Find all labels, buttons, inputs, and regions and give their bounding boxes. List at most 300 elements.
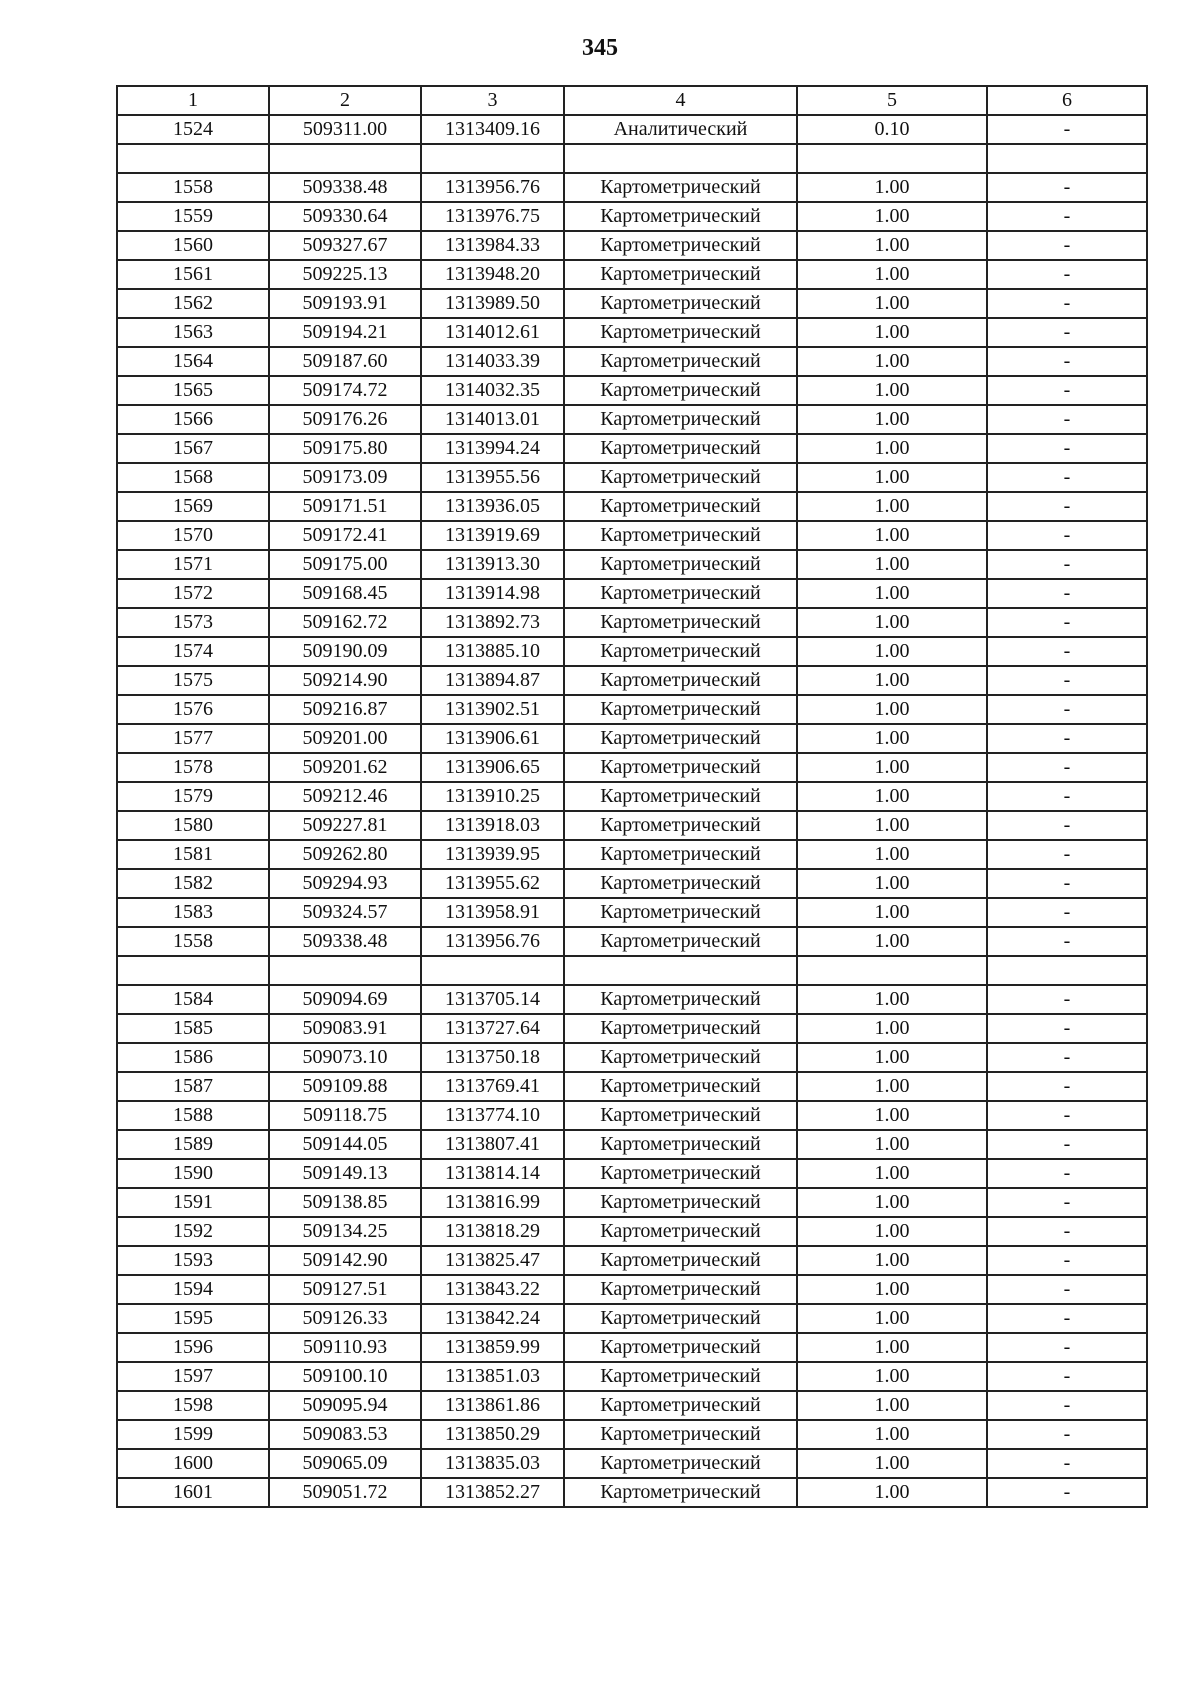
table-cell	[564, 144, 797, 173]
table-cell: Картометрический	[564, 1420, 797, 1449]
table-row	[117, 376, 1147, 405]
table-cell: Картометрический	[564, 1391, 797, 1420]
table-cell: -	[987, 985, 1147, 1014]
table-cell: Картометрический	[564, 521, 797, 550]
table-row	[117, 1188, 1147, 1217]
table-cell: 1313816.99	[421, 1188, 564, 1217]
table-cell: 1.00	[797, 1304, 987, 1333]
table-cell: 1524	[117, 115, 269, 144]
table-row	[117, 144, 1147, 173]
table-cell: 1.00	[797, 260, 987, 289]
table-cell: Картометрический	[564, 1362, 797, 1391]
table-row	[117, 1304, 1147, 1333]
table-cell: Картометрический	[564, 782, 797, 811]
table-cell: 1565	[117, 376, 269, 405]
table-row	[117, 115, 1147, 144]
table-row	[117, 289, 1147, 318]
table-cell: 509110.93	[269, 1333, 421, 1362]
table-cell: 1584	[117, 985, 269, 1014]
table-cell: 1.00	[797, 782, 987, 811]
table-cell: 1313843.22	[421, 1275, 564, 1304]
table-cell: 509172.41	[269, 521, 421, 550]
table-cell: 1.00	[797, 347, 987, 376]
table-cell: 1.00	[797, 869, 987, 898]
table-cell: Картометрический	[564, 1130, 797, 1159]
table-cell: 509216.87	[269, 695, 421, 724]
table-cell: -	[987, 1449, 1147, 1478]
table-cell: 1313919.69	[421, 521, 564, 550]
table-cell: -	[987, 608, 1147, 637]
table-row	[117, 550, 1147, 579]
table-row	[117, 1217, 1147, 1246]
table-cell	[797, 144, 987, 173]
table-cell: 1313825.47	[421, 1246, 564, 1275]
table-cell: 1313861.86	[421, 1391, 564, 1420]
table-row	[117, 637, 1147, 666]
table-cell: 1583	[117, 898, 269, 927]
table-cell: 1578	[117, 753, 269, 782]
table-cell: 1313750.18	[421, 1043, 564, 1072]
table-row	[117, 1275, 1147, 1304]
table-cell: 1579	[117, 782, 269, 811]
table-cell: 1.00	[797, 666, 987, 695]
table-cell: 509162.72	[269, 608, 421, 637]
table-cell: Картометрический	[564, 579, 797, 608]
table-cell: 1560	[117, 231, 269, 260]
table-row	[117, 521, 1147, 550]
table-cell: -	[987, 521, 1147, 550]
table-cell: 509100.10	[269, 1362, 421, 1391]
table-cell: 1.00	[797, 202, 987, 231]
table-cell: -	[987, 1304, 1147, 1333]
table-cell: 1569	[117, 492, 269, 521]
table-row	[117, 1362, 1147, 1391]
table-cell: Картометрический	[564, 608, 797, 637]
table-cell: 0.10	[797, 115, 987, 144]
table-cell: 509073.10	[269, 1043, 421, 1072]
table-cell: Картометрический	[564, 1478, 797, 1507]
table-cell	[117, 144, 269, 173]
table-cell: -	[987, 376, 1147, 405]
table-cell: 1585	[117, 1014, 269, 1043]
table-row	[117, 956, 1147, 985]
table-cell: 1.00	[797, 1275, 987, 1304]
table-cell: 1588	[117, 1101, 269, 1130]
table-cell: 1313902.51	[421, 695, 564, 724]
table-header	[117, 86, 1147, 115]
table-cell: 1.00	[797, 724, 987, 753]
table-row	[117, 1072, 1147, 1101]
table-cell: -	[987, 927, 1147, 956]
table-cell: 509212.46	[269, 782, 421, 811]
table-row	[117, 231, 1147, 260]
table-cell: 1313850.29	[421, 1420, 564, 1449]
table-cell	[269, 144, 421, 173]
table-cell: 1313976.75	[421, 202, 564, 231]
table-row	[117, 434, 1147, 463]
table-cell: -	[987, 289, 1147, 318]
table-cell: 509324.57	[269, 898, 421, 927]
table-cell: -	[987, 637, 1147, 666]
table-cell: 509214.90	[269, 666, 421, 695]
table-row	[117, 1246, 1147, 1275]
table-cell: Картометрический	[564, 840, 797, 869]
header-row	[117, 86, 1147, 115]
table-cell: 509171.51	[269, 492, 421, 521]
table-cell: 1313818.29	[421, 1217, 564, 1246]
table-cell: -	[987, 318, 1147, 347]
table-cell: 509142.90	[269, 1246, 421, 1275]
table-cell: -	[987, 347, 1147, 376]
table-cell: 1.00	[797, 579, 987, 608]
table-cell: 1313769.41	[421, 1072, 564, 1101]
table-cell: 1.00	[797, 985, 987, 1014]
table-cell: 509262.80	[269, 840, 421, 869]
table-cell: 1574	[117, 637, 269, 666]
table-cell: 1314013.01	[421, 405, 564, 434]
table-cell: 1.00	[797, 289, 987, 318]
table-row	[117, 405, 1147, 434]
table-row	[117, 782, 1147, 811]
table-cell: Картометрический	[564, 985, 797, 1014]
table-cell: 1.00	[797, 637, 987, 666]
table-cell: -	[987, 1130, 1147, 1159]
header-cell: 2	[269, 86, 421, 115]
table-cell: 509201.00	[269, 724, 421, 753]
table-cell: 1313958.91	[421, 898, 564, 927]
table-cell: 1313892.73	[421, 608, 564, 637]
table-row	[117, 1420, 1147, 1449]
table-cell: Картометрический	[564, 1449, 797, 1478]
table-cell: -	[987, 1072, 1147, 1101]
table-row	[117, 811, 1147, 840]
table-cell: 509187.60	[269, 347, 421, 376]
table-cell: 1.00	[797, 608, 987, 637]
table-cell: 1313936.05	[421, 492, 564, 521]
table-cell: 1.00	[797, 695, 987, 724]
table-cell: 1575	[117, 666, 269, 695]
table-cell: Картометрический	[564, 1043, 797, 1072]
table-cell: 509138.85	[269, 1188, 421, 1217]
table-cell: 1313885.10	[421, 637, 564, 666]
table-cell: 1.00	[797, 840, 987, 869]
table-row	[117, 347, 1147, 376]
table-cell: 509095.94	[269, 1391, 421, 1420]
table-cell: -	[987, 1043, 1147, 1072]
table-cell: 1313859.99	[421, 1333, 564, 1362]
table-cell: Картометрический	[564, 1159, 797, 1188]
table-row	[117, 753, 1147, 782]
table-cell: 509227.81	[269, 811, 421, 840]
table-cell: 1580	[117, 811, 269, 840]
table-cell: -	[987, 1101, 1147, 1130]
header-cell: 5	[797, 86, 987, 115]
table-cell: 509109.88	[269, 1072, 421, 1101]
table-cell: 509311.00	[269, 115, 421, 144]
table-row	[117, 1043, 1147, 1072]
table-cell: Картометрический	[564, 869, 797, 898]
table-cell: 1313984.33	[421, 231, 564, 260]
table-cell: -	[987, 1217, 1147, 1246]
table-cell: 1582	[117, 869, 269, 898]
table-cell: 1.00	[797, 463, 987, 492]
table-cell: 1.00	[797, 1217, 987, 1246]
table-cell: 1.00	[797, 1420, 987, 1449]
table-cell: Картометрический	[564, 1014, 797, 1043]
table-cell: 509144.05	[269, 1130, 421, 1159]
table-row	[117, 985, 1147, 1014]
table-cell: 1.00	[797, 1159, 987, 1188]
table-cell: -	[987, 579, 1147, 608]
table-cell: Картометрический	[564, 318, 797, 347]
table-cell: -	[987, 463, 1147, 492]
table-cell: Картометрический	[564, 289, 797, 318]
table-cell: 1600	[117, 1449, 269, 1478]
table-cell: 1.00	[797, 1101, 987, 1130]
table-cell: 1.00	[797, 1478, 987, 1507]
table-cell: 509173.09	[269, 463, 421, 492]
table-cell: 1563	[117, 318, 269, 347]
table-cell: 509094.69	[269, 985, 421, 1014]
table-cell: 509065.09	[269, 1449, 421, 1478]
table-cell: 1.00	[797, 1246, 987, 1275]
table-cell: 509294.93	[269, 869, 421, 898]
table-row	[117, 666, 1147, 695]
table-cell: 509083.91	[269, 1014, 421, 1043]
table-cell: -	[987, 1014, 1147, 1043]
table-cell: 1587	[117, 1072, 269, 1101]
table-cell: 1313913.30	[421, 550, 564, 579]
table-cell: -	[987, 1275, 1147, 1304]
table-row	[117, 898, 1147, 927]
table-cell: -	[987, 492, 1147, 521]
table-cell: -	[987, 869, 1147, 898]
header-cell: 6	[987, 86, 1147, 115]
table-cell: 509194.21	[269, 318, 421, 347]
table-cell: 1.00	[797, 898, 987, 927]
table-cell: 1590	[117, 1159, 269, 1188]
table-cell: 1.00	[797, 1072, 987, 1101]
table-cell	[797, 956, 987, 985]
table-row	[117, 1449, 1147, 1478]
table-cell: 1592	[117, 1217, 269, 1246]
table-cell: Картометрический	[564, 434, 797, 463]
table-cell: -	[987, 782, 1147, 811]
table-cell	[987, 144, 1147, 173]
table-cell: 1313910.25	[421, 782, 564, 811]
table-cell: 1.00	[797, 1188, 987, 1217]
table-row	[117, 492, 1147, 521]
table-cell	[564, 956, 797, 985]
table-cell: 1313948.20	[421, 260, 564, 289]
table-row	[117, 1333, 1147, 1362]
table-cell: 1313852.27	[421, 1478, 564, 1507]
table-cell: Картометрический	[564, 1333, 797, 1362]
table-cell: -	[987, 1420, 1147, 1449]
table-cell: 1586	[117, 1043, 269, 1072]
table-cell: 1.00	[797, 521, 987, 550]
table-cell: -	[987, 550, 1147, 579]
table-cell: 1313989.50	[421, 289, 564, 318]
page-number: 345	[582, 35, 618, 61]
table-cell: 1.00	[797, 405, 987, 434]
table-cell	[269, 956, 421, 985]
table-cell: 1313807.41	[421, 1130, 564, 1159]
table-cell: 509190.09	[269, 637, 421, 666]
table-row	[117, 463, 1147, 492]
table-cell: -	[987, 724, 1147, 753]
table-cell: Картометрический	[564, 1101, 797, 1130]
table-cell: 1567	[117, 434, 269, 463]
table-cell: -	[987, 173, 1147, 202]
table-cell: Картометрический	[564, 347, 797, 376]
table-cell: Картометрический	[564, 811, 797, 840]
table-cell	[987, 956, 1147, 985]
table-cell: -	[987, 231, 1147, 260]
table-cell: -	[987, 811, 1147, 840]
table-cell: 1313956.76	[421, 927, 564, 956]
table-cell: Картометрический	[564, 666, 797, 695]
table-cell: 1313994.24	[421, 434, 564, 463]
table-row	[117, 1101, 1147, 1130]
table-cell: 1.00	[797, 376, 987, 405]
table-cell: 1.00	[797, 1391, 987, 1420]
table-cell: 509126.33	[269, 1304, 421, 1333]
table-cell: -	[987, 115, 1147, 144]
table-cell: Картометрический	[564, 753, 797, 782]
table-cell: Картометрический	[564, 202, 797, 231]
table-row	[117, 1130, 1147, 1159]
table-cell: 1.00	[797, 173, 987, 202]
table-cell: 509330.64	[269, 202, 421, 231]
table-cell: Аналитический	[564, 115, 797, 144]
table-cell: 1589	[117, 1130, 269, 1159]
table-cell: Картометрический	[564, 463, 797, 492]
table-cell: 1558	[117, 173, 269, 202]
table-cell: 1.00	[797, 1449, 987, 1478]
table-cell: 1313727.64	[421, 1014, 564, 1043]
table-cell: 509134.25	[269, 1217, 421, 1246]
table-cell: 509127.51	[269, 1275, 421, 1304]
table-cell: Картометрический	[564, 1304, 797, 1333]
table-cell: 1562	[117, 289, 269, 318]
table-cell: 1.00	[797, 318, 987, 347]
table-cell: 1599	[117, 1420, 269, 1449]
table-cell: 1559	[117, 202, 269, 231]
table-cell: 1568	[117, 463, 269, 492]
table-cell: 1572	[117, 579, 269, 608]
header-cell: 4	[564, 86, 797, 115]
table-cell: 1.00	[797, 1333, 987, 1362]
table-cell: -	[987, 260, 1147, 289]
table-cell: 1.00	[797, 1362, 987, 1391]
table-row	[117, 840, 1147, 869]
table-cell: Картометрический	[564, 695, 797, 724]
table-cell: 1313842.24	[421, 1304, 564, 1333]
table-row	[117, 173, 1147, 202]
table-cell: 1581	[117, 840, 269, 869]
table-row	[117, 695, 1147, 724]
table-cell: 1.00	[797, 434, 987, 463]
table-cell: 1313835.03	[421, 1449, 564, 1478]
table-cell: Картометрический	[564, 550, 797, 579]
table-cell: 509051.72	[269, 1478, 421, 1507]
table-row	[117, 579, 1147, 608]
table-cell: 1595	[117, 1304, 269, 1333]
table-body	[117, 115, 1147, 1507]
table-cell: Картометрический	[564, 724, 797, 753]
table-cell: 1593	[117, 1246, 269, 1275]
table-cell: 1596	[117, 1333, 269, 1362]
table-cell: 1.00	[797, 492, 987, 521]
table-cell: -	[987, 1159, 1147, 1188]
header-cell: 1	[117, 86, 269, 115]
table-cell: Картометрический	[564, 405, 797, 434]
table-cell: -	[987, 1478, 1147, 1507]
table-cell: Картометрический	[564, 376, 797, 405]
table-row	[117, 1159, 1147, 1188]
table-row	[117, 202, 1147, 231]
table-cell: 1576	[117, 695, 269, 724]
table-cell: Картометрический	[564, 1275, 797, 1304]
table-cell: Картометрический	[564, 1072, 797, 1101]
table-cell: -	[987, 695, 1147, 724]
table-cell: -	[987, 753, 1147, 782]
table-cell: 1597	[117, 1362, 269, 1391]
table-cell: -	[987, 1246, 1147, 1275]
table-cell: 509201.62	[269, 753, 421, 782]
table-row	[117, 1391, 1147, 1420]
table-cell: Картометрический	[564, 260, 797, 289]
table-cell: -	[987, 202, 1147, 231]
table-cell: Картометрический	[564, 898, 797, 927]
table-cell: Картометрический	[564, 231, 797, 260]
table-cell: 1.00	[797, 811, 987, 840]
table-cell: 1313409.16	[421, 115, 564, 144]
table-cell: 1573	[117, 608, 269, 637]
table-cell: -	[987, 898, 1147, 927]
table-cell: 509338.48	[269, 173, 421, 202]
table-cell: 1.00	[797, 927, 987, 956]
table-cell: -	[987, 405, 1147, 434]
table-cell: 1313955.62	[421, 869, 564, 898]
table-cell: -	[987, 840, 1147, 869]
table-row	[117, 260, 1147, 289]
table-cell: 509176.26	[269, 405, 421, 434]
table-cell: -	[987, 434, 1147, 463]
table-cell: 1601	[117, 1478, 269, 1507]
table-cell: 1577	[117, 724, 269, 753]
table-cell: 1.00	[797, 1130, 987, 1159]
table-cell: -	[987, 1188, 1147, 1217]
table-cell: Картометрический	[564, 927, 797, 956]
table-cell: Картометрический	[564, 637, 797, 666]
table-cell: 509327.67	[269, 231, 421, 260]
table-cell: 1594	[117, 1275, 269, 1304]
table-cell: 509174.72	[269, 376, 421, 405]
table-cell	[421, 956, 564, 985]
table-cell: 1313918.03	[421, 811, 564, 840]
table-cell: Картометрический	[564, 1217, 797, 1246]
coordinates-table	[116, 85, 1148, 1508]
table-cell: 1.00	[797, 1014, 987, 1043]
table-cell: -	[987, 1391, 1147, 1420]
table-row	[117, 724, 1147, 753]
table-cell: 1313705.14	[421, 985, 564, 1014]
table-cell: 1314032.35	[421, 376, 564, 405]
table-cell: 509193.91	[269, 289, 421, 318]
table-cell: 1564	[117, 347, 269, 376]
